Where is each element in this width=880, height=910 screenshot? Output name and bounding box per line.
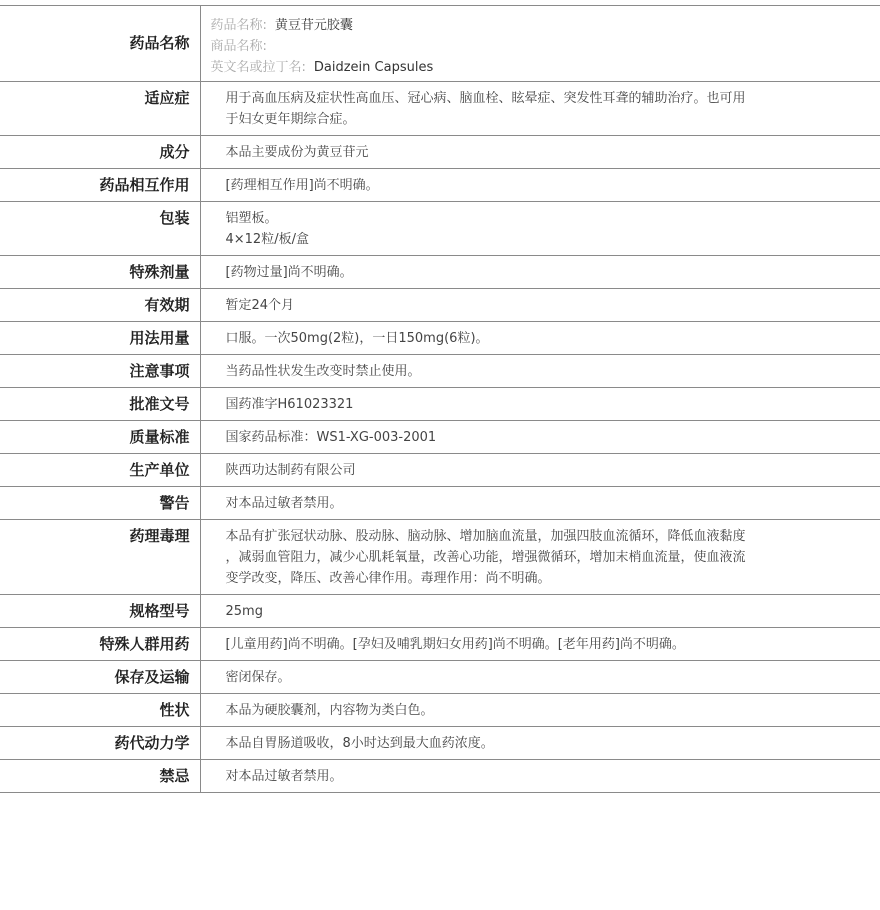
row-value-line: 当药品性状发生改变时禁止使用。 (225, 364, 421, 379)
generic-name-value: 黄豆苷元胶囊 (274, 18, 353, 33)
row-label: 规格型号 (0, 595, 200, 628)
spec-row (0, 136, 880, 169)
row-label: 适应症 (0, 82, 200, 136)
row-value (200, 202, 880, 256)
row-value-line: 4×12粒/板/盒 (225, 232, 309, 247)
row-label: 用法用量 (0, 322, 200, 355)
row-value-line: 对本品过敏者禁用。 (225, 769, 343, 784)
spec-row (0, 694, 880, 727)
row-label: 包装 (0, 202, 200, 256)
generic-name-line (211, 15, 791, 36)
spec-row (0, 487, 880, 520)
row-label: 药品名称 (0, 6, 200, 82)
row-label: 生产单位 (0, 454, 200, 487)
row-value-line: [药理相互作用]尚不明确。 (225, 178, 379, 193)
drug-name-row (0, 6, 880, 82)
row-value-line: 25mg (225, 604, 263, 619)
drug-spec-table (0, 5, 880, 793)
row-value (200, 421, 880, 454)
row-value (200, 355, 880, 388)
row-value-line: 于妇女更年期综合症。 (225, 112, 356, 127)
row-value (200, 136, 880, 169)
row-value-line: 国家药品标准：WS1-XG-003-2001 (225, 430, 437, 445)
row-value-line: ，减弱血管阻力，减少心肌耗氧量，改善心功能，增强微循环，增加末梢血流量，使血液流 (225, 550, 746, 565)
row-value (200, 289, 880, 322)
row-value-line: [药物过量]尚不明确。 (225, 265, 353, 280)
row-label: 药代动力学 (0, 727, 200, 760)
row-value-line: 口服。一次50mg(2粒)，一日150mg(6粒)。 (225, 331, 489, 346)
generic-name-key: 药品名称: (210, 18, 267, 33)
row-value-line: 用于高血压病及症状性高血压、冠心病、脑血栓、眩晕症、突发性耳聋的辅助治疗。也可用 (225, 91, 746, 106)
trade-name-key: 商品名称: (210, 39, 267, 54)
drug-name-value (200, 6, 880, 82)
spec-row (0, 520, 880, 595)
english-name-key: 英文名或拉丁名: (210, 60, 306, 75)
row-value-line: 铝塑板。 (225, 211, 278, 226)
row-value-line: 本品有扩张冠状动脉、股动脉、脑动脉、增加脑血流量，加强四肢血流循环，降低血液黏度 (225, 529, 746, 544)
row-value (200, 82, 880, 136)
row-value (200, 694, 880, 727)
row-label: 警告 (0, 487, 200, 520)
row-value (200, 628, 880, 661)
spec-row (0, 355, 880, 388)
trade-name-line (211, 36, 791, 57)
row-label: 注意事项 (0, 355, 200, 388)
row-value (200, 169, 880, 202)
row-value (200, 388, 880, 421)
row-label: 禁忌 (0, 760, 200, 793)
spec-row (0, 256, 880, 289)
row-label: 特殊人群用药 (0, 628, 200, 661)
row-value (200, 760, 880, 793)
row-value (200, 520, 880, 595)
row-value-line: 本品主要成份为黄豆苷元 (225, 145, 369, 160)
drug-spec-table-body (0, 6, 880, 793)
spec-row (0, 169, 880, 202)
row-value-line: 陕西功达制药有限公司 (225, 463, 356, 478)
spec-row (0, 322, 880, 355)
row-label: 特殊剂量 (0, 256, 200, 289)
spec-row (0, 82, 880, 136)
row-label: 批准文号 (0, 388, 200, 421)
row-label: 保存及运输 (0, 661, 200, 694)
row-value-line: 变学改变，降压、改善心律作用。毒理作用：尚不明确。 (225, 571, 551, 586)
row-value (200, 661, 880, 694)
row-value-line: 本品自胃肠道吸收，8小时达到最大血药浓度。 (225, 736, 494, 751)
spec-row (0, 289, 880, 322)
row-label: 性状 (0, 694, 200, 727)
spec-row (0, 628, 880, 661)
spec-row (0, 760, 880, 793)
row-value (200, 454, 880, 487)
row-value (200, 595, 880, 628)
row-label: 药品相互作用 (0, 169, 200, 202)
spec-row (0, 595, 880, 628)
spec-row (0, 454, 880, 487)
spec-row (0, 727, 880, 760)
row-value-line: 对本品过敏者禁用。 (225, 496, 343, 511)
row-label: 成分 (0, 136, 200, 169)
row-value (200, 727, 880, 760)
row-value (200, 487, 880, 520)
row-value (200, 256, 880, 289)
row-label: 药理毒理 (0, 520, 200, 595)
row-value-line: 国药准字H61023321 (225, 397, 354, 412)
row-label: 质量标准 (0, 421, 200, 454)
row-label: 有效期 (0, 289, 200, 322)
row-value-line: 暂定24个月 (225, 298, 295, 313)
spec-row (0, 661, 880, 694)
spec-row (0, 202, 880, 256)
spec-row (0, 421, 880, 454)
english-name-value: Daidzein Capsules (313, 60, 434, 75)
row-value-line: 本品为硬胶囊剂，内容物为类白色。 (225, 703, 434, 718)
english-name-line (211, 57, 791, 78)
spec-row (0, 388, 880, 421)
row-value-line: [儿童用药]尚不明确。[孕妇及哺乳期妇女用药]尚不明确。[老年用药]尚不明确。 (225, 637, 685, 652)
row-value-line: 密闭保存。 (225, 670, 291, 685)
row-value (200, 322, 880, 355)
